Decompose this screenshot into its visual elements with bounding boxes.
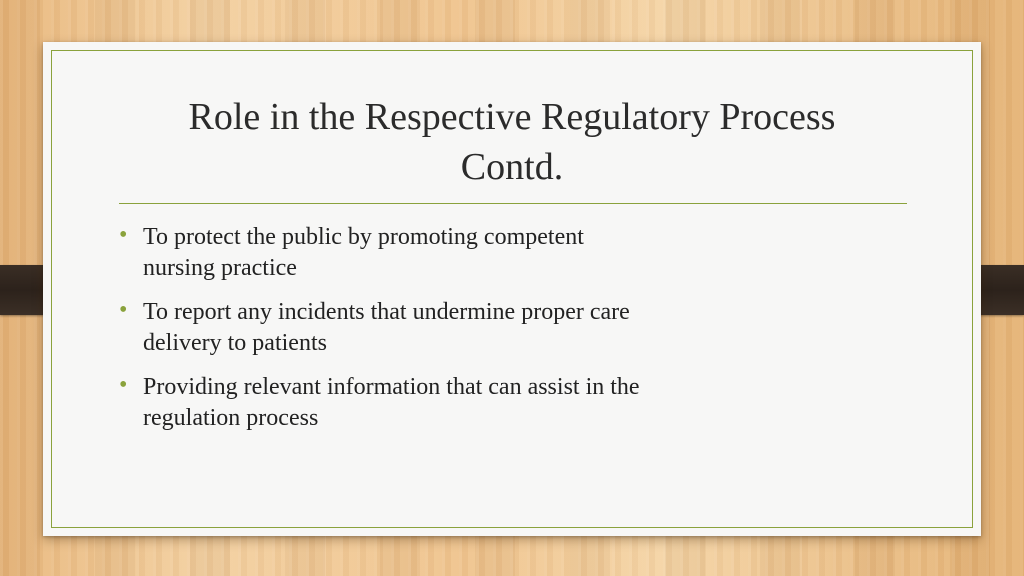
bullet-text-line: delivery to patients [143, 330, 327, 356]
bullet-marker: • [119, 222, 128, 248]
bullet-text-line: nursing practice [143, 255, 297, 281]
slide-title [103, 92, 921, 192]
bullet-text-line: Providing relevant information that can assist in the [143, 374, 640, 400]
bullet-text-line: regulation process [143, 405, 319, 431]
bullet-item [117, 372, 837, 434]
bullet-item [117, 297, 837, 359]
bullet-marker: • [119, 297, 128, 323]
title-divider [119, 203, 907, 204]
bullet-item [117, 222, 837, 284]
slide-title-line-2: Contd. [460, 146, 564, 188]
bullet-marker: • [119, 372, 128, 398]
slide [43, 42, 981, 536]
bullet-text-line: To report any incidents that undermine proper care [143, 299, 630, 325]
bullet-list [117, 222, 837, 447]
bullet-text-line: To protect the public by promoting competent [143, 224, 584, 250]
slide-title-line-1: Role in the Respective Regulatory Process [188, 96, 836, 138]
